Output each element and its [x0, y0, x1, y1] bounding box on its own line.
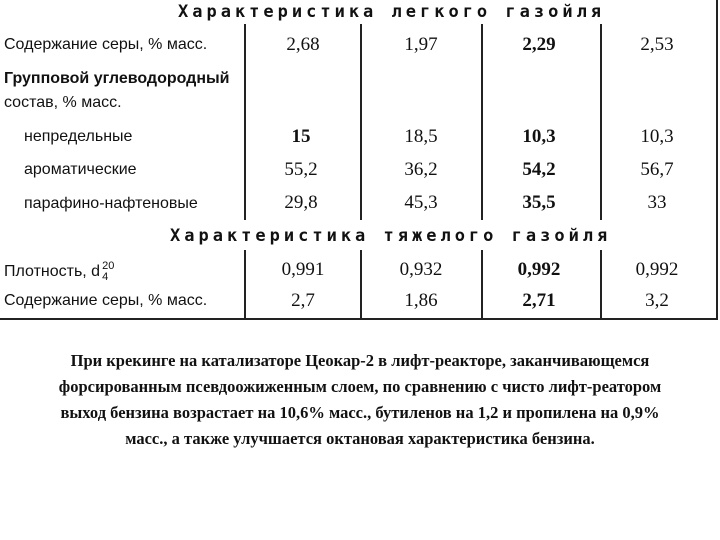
column-divider	[244, 250, 246, 318]
column-divider	[244, 24, 246, 220]
value-cell: 35,5	[522, 192, 556, 213]
value-cell: 0,932	[399, 259, 443, 280]
heavy-gasoil-title: Характеристика тяжелого газойля	[170, 226, 612, 246]
value-cell: 2,53	[640, 34, 674, 55]
value-cell: 10,3	[640, 126, 674, 147]
value-cell: 0,992	[517, 259, 561, 280]
column-divider	[481, 250, 483, 318]
row-label-heavy-sulfur: Содержание серы, % масс.	[4, 292, 208, 309]
value-cell: 29,8	[284, 192, 318, 213]
column-divider	[360, 250, 362, 318]
value-cell: 1,97	[404, 34, 438, 55]
column-divider	[600, 250, 602, 318]
value-cell: 10,3	[522, 126, 556, 147]
value-cell: 15	[291, 126, 311, 147]
column-divider	[481, 24, 483, 220]
density-superscript: 20	[102, 260, 115, 272]
value-cell: 2,68	[286, 34, 320, 55]
value-cell: 2,71	[522, 290, 556, 311]
value-cell: 3,2	[645, 290, 669, 311]
group-composition-label-line2: состав, % масс.	[4, 94, 122, 111]
value-cell: 56,7	[640, 159, 674, 180]
value-cell: 54,2	[522, 159, 556, 180]
group-composition-label-line1: Групповой углеводородный	[4, 70, 230, 87]
value-cell: 2,29	[522, 34, 556, 55]
table-border-right	[716, 0, 718, 320]
table-border-bottom	[0, 318, 718, 320]
row-label-density	[4, 261, 114, 283]
row-label-sulfur: Содержание серы, % масс.	[4, 36, 208, 53]
value-cell: 2,7	[291, 290, 315, 311]
value-cell: 36,2	[404, 159, 438, 180]
value-cell: 0,991	[281, 259, 325, 280]
density-subscript: 4	[102, 271, 109, 283]
light-gasoil-title: Характеристика легкого газойля	[178, 2, 606, 22]
value-cell: 18,5	[404, 126, 438, 147]
row-label-unsaturated: непредельные	[24, 128, 133, 145]
row-label-aromatic: ароматические	[24, 161, 137, 178]
value-cell: 45,3	[404, 192, 438, 213]
value-cell: 0,992	[635, 259, 679, 280]
column-divider	[600, 24, 602, 220]
caption-paragraph: При крекинге на катализаторе Цеокар-2 в лифт-реакторе, заканчивающемся форсированным псевдоожиженным слоем, по сравнению с чисто лифт-реатором выход бензина возрастает на 10,6% масс., бутиленов на 1,2 и пропилена на 0,9% масс., а также улучшается октановая характеристика бензина.	[58, 351, 662, 448]
density-label-text: Плотность, d	[4, 263, 101, 281]
value-cell: 33	[647, 192, 667, 213]
row-label-paraffin-naphthene: парафино-нафтеновые	[24, 195, 198, 212]
value-cell: 55,2	[284, 159, 318, 180]
value-cell: 1,86	[404, 290, 438, 311]
column-divider	[360, 24, 362, 220]
